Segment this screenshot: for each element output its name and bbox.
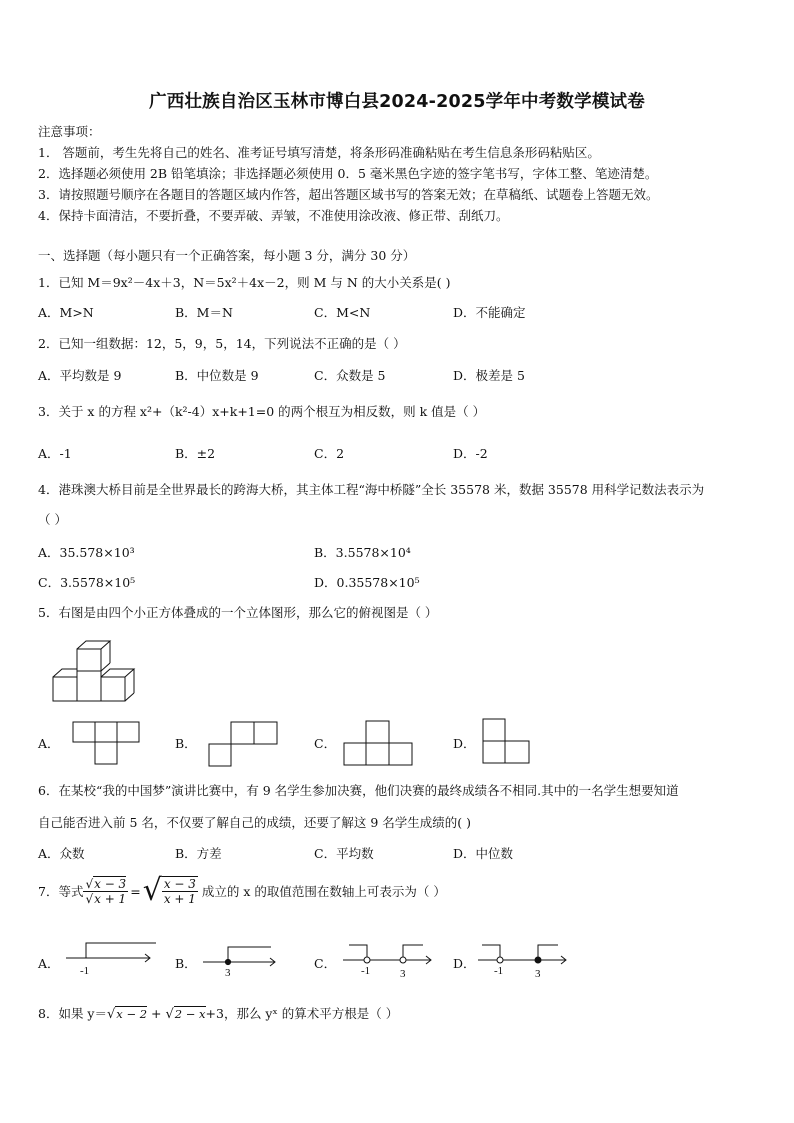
- cube-figure: [44, 638, 134, 708]
- number-line-c: [343, 938, 435, 980]
- option-d[interactable]: D．中位数: [453, 846, 514, 861]
- option-b[interactable]: B．: [175, 956, 197, 971]
- option-d[interactable]: D．0.35578×10⁵: [314, 575, 420, 590]
- option-b-diagram: [208, 721, 278, 767]
- question-6-stem: 6．在某校“我的中国梦”演讲比赛中，有 9 名学生参加决赛，他们决赛的最终成绩各不相同.其中的一名学生想要知道: [38, 783, 679, 798]
- tick-label: -1: [494, 965, 504, 977]
- page-title: 广西壮族自治区玉林市博白县2024-2025学年中考数学模试卷: [149, 92, 645, 112]
- question-3-stem: 3．关于 x 的方程 x²+（k²-4）x+k+1=0 的两个根互为相反数，则 k 值是（ ）: [38, 404, 486, 419]
- option-c[interactable]: C．2: [314, 446, 345, 461]
- notice-heading: 注意事项：: [38, 124, 101, 139]
- option-b[interactable]: B．3.5578×10⁴: [314, 545, 411, 560]
- option-c[interactable]: C．: [314, 956, 337, 971]
- option-a[interactable]: A．: [38, 736, 60, 751]
- question-7-suffix: 成立的 x 的取值范围在数轴上可表示为（ ）: [201, 884, 446, 899]
- option-a[interactable]: A．: [38, 956, 60, 971]
- option-a-diagram: [72, 721, 140, 767]
- question-1-stem: 1．已知 M＝9x²－4x＋3，N＝5x²＋4x－2，则 M 与 N 的大小关系是( ): [38, 275, 451, 290]
- option-c[interactable]: C．平均数: [314, 846, 374, 861]
- option-c[interactable]: C．M<N: [314, 305, 371, 320]
- question-4-stem: 4．港珠澳大桥目前是全世界最长的跨海大桥，其主体工程“海中桥隧”全长 35578 米，数据 35578 用科学记数法表示为: [38, 482, 705, 497]
- option-c[interactable]: C．3.5578×10⁵: [38, 575, 136, 590]
- tick-label: 3: [225, 967, 231, 979]
- option-a[interactable]: A．平均数是 9: [38, 368, 122, 383]
- option-b[interactable]: B．: [175, 736, 197, 751]
- option-a[interactable]: A．35.578×10³: [38, 545, 135, 560]
- option-a[interactable]: A．-1: [38, 446, 72, 461]
- question-6-stem-cont: 自己能否进入前 5 名，不仅要了解自己的成绩，还要了解这 9 名学生成绩的( ): [38, 815, 472, 830]
- question-8-prefix: 8．如果 y＝: [38, 1006, 107, 1021]
- question-2-stem: 2．已知一组数据：12，5，9，5，14，下列说法不正确的是（ ）: [38, 336, 406, 351]
- lhs-numerator: x − 3: [94, 876, 127, 891]
- rhs-denominator: x + 1: [163, 892, 196, 906]
- option-c[interactable]: C．: [314, 736, 337, 751]
- question-8-stem: 8．如果 y＝√x − 2 + √2 − x+3，那么 yˣ 的算术平方根是（ ）: [38, 1006, 399, 1022]
- option-b[interactable]: B．中位数是 9: [175, 368, 259, 383]
- option-d[interactable]: D．: [453, 956, 476, 971]
- notice-item: 3．请按照题号顺序在各题目的答题区域内作答，超出答题区域书写的答案无效；在草稿纸、试题卷上答题无效。: [38, 187, 659, 202]
- option-b[interactable]: B．方差: [175, 846, 222, 861]
- option-d[interactable]: D．极差是 5: [453, 368, 525, 383]
- tick-label: -1: [80, 965, 90, 977]
- tick-label: 3: [535, 968, 541, 980]
- question-5-stem: 5．右图是由四个小正方体叠成的一个立体图形，那么它的俯视图是（ ）: [38, 605, 438, 620]
- number-line-d: [478, 938, 570, 980]
- rhs-fraction: [162, 876, 198, 906]
- lhs-fraction: $\frac{√x - 3}{√x + 1}$: [85, 876, 127, 906]
- option-a[interactable]: A．众数: [38, 846, 85, 861]
- radical-sign: √: [142, 873, 162, 908]
- option-b[interactable]: B．±2: [175, 446, 216, 461]
- notice-item: 2．选择题必须使用 2B 铅笔填涂；非选择题必须使用 0．5 毫米黑色字迹的签字笔书写，字体工整、笔迹清楚。: [38, 166, 658, 181]
- section-heading: 一、选择题（每小题只有一个正确答案，每小题 3 分，满分 30 分）: [38, 248, 416, 263]
- question-7-stem: [38, 873, 446, 908]
- option-d-diagram: [482, 718, 530, 766]
- question-4-blank: （ ）: [38, 512, 67, 527]
- plus-sign: +: [147, 1006, 166, 1021]
- option-d[interactable]: D．不能确定: [453, 305, 526, 320]
- number-line-b: [203, 940, 279, 980]
- question-8-suffix: +3，那么 yˣ 的算术平方根是（ ）: [205, 1006, 399, 1021]
- lhs-denominator: x + 1: [94, 891, 127, 906]
- option-b[interactable]: B．M＝N: [175, 305, 233, 320]
- question-7-prefix: 7．等式: [38, 884, 84, 899]
- number-line-a: [66, 940, 158, 980]
- notice-item: 4．保持卡面清洁，不要折叠，不要弄破、弄皱，不准使用涂改液、修正带、刮纸刀。: [38, 208, 509, 223]
- equals-sign: =: [130, 883, 141, 899]
- rhs-numerator: x − 3: [163, 877, 196, 891]
- option-d[interactable]: D．: [453, 736, 476, 751]
- tick-label: -1: [361, 965, 371, 977]
- option-c[interactable]: C．众数是 5: [314, 368, 386, 383]
- radicand-2: 2 − x: [174, 1007, 206, 1021]
- radicand-1: x − 2: [116, 1007, 148, 1021]
- option-c-diagram: [343, 720, 413, 766]
- option-a[interactable]: A．M>N: [38, 305, 94, 320]
- notice-item: 1． 答题前，考生先将自己的姓名、准考证号填写清楚，将条形码准确粘贴在考生信息条形码粘贴区。: [38, 145, 600, 160]
- option-d[interactable]: D．-2: [453, 446, 488, 461]
- tick-label: 3: [400, 968, 406, 980]
